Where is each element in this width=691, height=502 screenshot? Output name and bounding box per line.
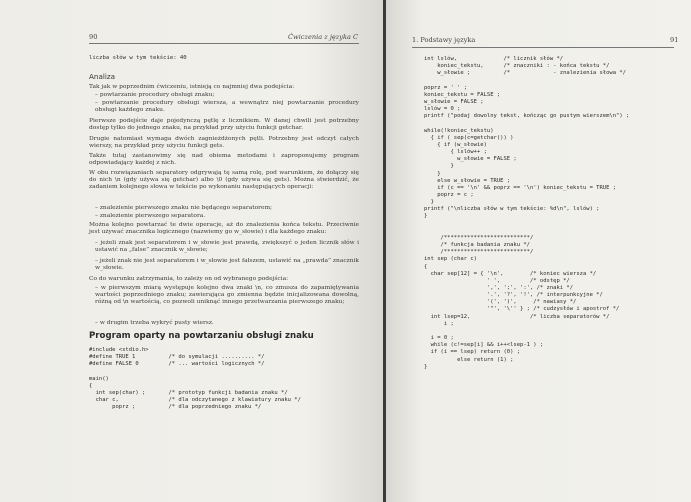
code-line: ',', ';', ':', /* znaki */ <box>424 285 574 291</box>
running-head-right: 1. Podstawy języka <box>412 36 476 44</box>
code-line: w_słowie ; /* - znalezienia słowa */ <box>424 70 626 77</box>
code-line: i ; <box>424 320 454 327</box>
code-line: else w_słowie = TRUE ; <box>424 177 511 184</box>
code-line: while(!koniec_tekstu) <box>424 127 494 134</box>
code-line: printf ("\nliczba słów w tym tekście: %d\n", lslów) ; <box>424 206 600 213</box>
code-line: lslów = 0 ; <box>424 106 461 113</box>
code-line: } <box>424 363 428 370</box>
code-line: w_słowie = FALSE ; <box>424 156 517 163</box>
code-line: w_słowie = FALSE ; <box>424 98 484 105</box>
code-line: } <box>424 170 441 177</box>
header-rule-right <box>412 47 674 48</box>
page-number-left: 90 <box>89 33 98 41</box>
code-line: int lsep=12, /* liczba separatorów */ <box>424 313 610 320</box>
bullet: – jeżeli znak nie jest separatorem i w_słowie jest fałszem, ustawić na „prawda” znacznik w_słowie. <box>95 258 359 272</box>
code-line: { if (w_słowie) <box>424 141 487 148</box>
code-line: { <box>424 263 428 270</box>
code-line: main() <box>89 375 109 382</box>
code-line: /* funkcja badania znaku */ <box>424 242 530 249</box>
code-line: else return (1) ; <box>424 356 514 363</box>
code-line: #define FALSE 0 /* ... wartości logicznych */ <box>89 361 265 368</box>
code-line: '(', ')', /* nawiasy */ <box>424 299 577 306</box>
program-heading: Program oparty na powtarzaniu obsługi znaku <box>89 331 314 341</box>
bullet: – znalezienie pierwszego znaku nie będącego separatorem; <box>95 205 273 211</box>
code-line: '.', '?', '!', /* interpunkcyjne */ <box>424 292 603 299</box>
code-line: i = 0 ; <box>424 335 454 342</box>
code-line: if (i == lsep) return (0) ; <box>424 349 521 356</box>
code-line: int lslów, /* licznik słów */ <box>424 56 564 62</box>
code-line: poprz = ' ' ; <box>424 84 468 91</box>
code-line: poprz ; /* dla poprzedniego znaku */ <box>89 404 262 411</box>
code-line <box>424 328 629 335</box>
code-line: } <box>424 199 434 206</box>
code-line: /**************************/ <box>424 234 534 241</box>
code-line: printf ("podaj dowolny tekst, kończąc go pustym wierszem\n") ; <box>424 113 630 120</box>
code-line: #define TRUE 1 /* do symulacji .......... */ <box>89 354 265 361</box>
bullet: – w drugim trzeba wykryć pusty wiersz. <box>95 320 214 326</box>
code-line: ' ', /* odstęp */ <box>424 277 570 284</box>
code-line: int sep (char c) <box>424 256 477 263</box>
code-line <box>89 368 301 375</box>
bullet: – znalezienie pierwszego separatora. <box>95 213 206 219</box>
code-line: poprz = c ; <box>424 191 474 198</box>
analysis-heading: Analiza <box>89 72 116 81</box>
code-line: /**************************/ <box>424 249 534 256</box>
bullet: – jeżeli znak jest separatorem i w_słowie jest prawdą, zwiększyć o jeden licznik słów i ustawić na „false” znacznik w_słowie; <box>95 240 359 254</box>
code-line: koniec_tekstu = FALSE ; <box>424 91 501 98</box>
bullet: – w pierwszym miarą występuje kolejno dwa znaki \n, co zmusza do zapamiętywania wartości poprzedniego znaku; zawierająca go zmienna będzie inicjalizowana dowolną, różną od \n wartością, co pozwoli uniknąć innego przetwarzania pierwszego znaku; <box>95 285 359 306</box>
code-line: { <box>89 382 93 389</box>
code-line: char sep[12] = { '\n', /* koniec wiersza */ <box>424 270 597 277</box>
header-rule-left <box>89 43 359 44</box>
code-line: } <box>424 213 428 220</box>
left-code-block <box>89 347 301 411</box>
code-line: #include <stdio.h> <box>89 347 149 353</box>
code-line: while (c!=sep[i] && i++<lsep-1 ) ; <box>424 342 544 349</box>
code-line <box>424 77 629 84</box>
code-line <box>424 228 629 235</box>
code-line: { if ( sep(c=getchar()) ) <box>424 134 514 141</box>
paragraph: Tak jak w poprzednim ćwiczeniu, istnieją co najmniej dwa podejścia: <box>89 84 295 90</box>
right-code-block <box>424 56 629 371</box>
code-line: int sep(char) ; /* prototyp funkcji badania znaku */ <box>89 389 288 396</box>
code-line: } <box>424 163 454 170</box>
code-line <box>424 120 629 127</box>
right-page <box>386 0 691 502</box>
code-line: char c, /* dla odczytanego z klawiatury znaku */ <box>89 397 301 404</box>
code-line: koniec_tekstu, /* znaczniki : - końca tekstu */ <box>424 63 610 70</box>
running-head-left: Ćwiczenia z języka C <box>288 33 359 41</box>
output-line: liczba słów w tym tekście: 40 <box>89 55 187 61</box>
paragraph: Drugie natomiast wymaga dwóch zagnieżdżonych pętli. Potrzebny jest odczyt całych wierszy, na przykład przy użyciu funkcji gets. <box>89 136 359 150</box>
code-line <box>424 221 629 228</box>
page-number-right: 91 <box>670 36 679 44</box>
bullet: – powtarzanie procedury obsługi wiersza, a wewnątrz niej powtarzanie procedury obsługi każdego znaku. <box>95 100 359 114</box>
paragraph: Można kolejno powtarzać te dwie operacje, aż do znalezienia końca tekstu. Przeciwnie jest używać znacznika logicznego (nazwiemy go w_słowie) i dla każdego znaku: <box>89 222 359 236</box>
code-line: { lslów++ ; <box>424 149 487 156</box>
paragraph: Co do warunku zatrzymania, to zależy on od wybranego podejścia: <box>89 276 289 282</box>
paragraph: Pierwsze podejście daje pojedynczą pętlę z licznikiem. W danej chwili jest potrzebny dostęp tylko do jednego znaku, na przykład przy użyciu funkcji getchar. <box>89 118 359 132</box>
code-line: if (c == '\n' && poprz == '\n') koniec_tekstu = TRUE ; <box>424 184 617 191</box>
bullet: – powtarzanie procedury obsługi znaku; <box>95 92 215 98</box>
paragraph: W obu rozwiązaniach separatory odgrywają tę samą rolę, pod warunkiem, że dołączy się do nich \n (gdy używa się getchar) albo \0 (gdy używa się gets). Można stwierdzić, że zadaniem kolejnego słowa w tekście po wykonaniu następujących operacji: <box>89 170 359 191</box>
paragraph: Także tutaj zastanowimy się nad obiema metodami i zaproponujemy program odpowiadający każdej z nich. <box>89 153 359 167</box>
code-line: '"', '\'' } ; /* cudzysłów i apostrof */ <box>424 306 620 313</box>
